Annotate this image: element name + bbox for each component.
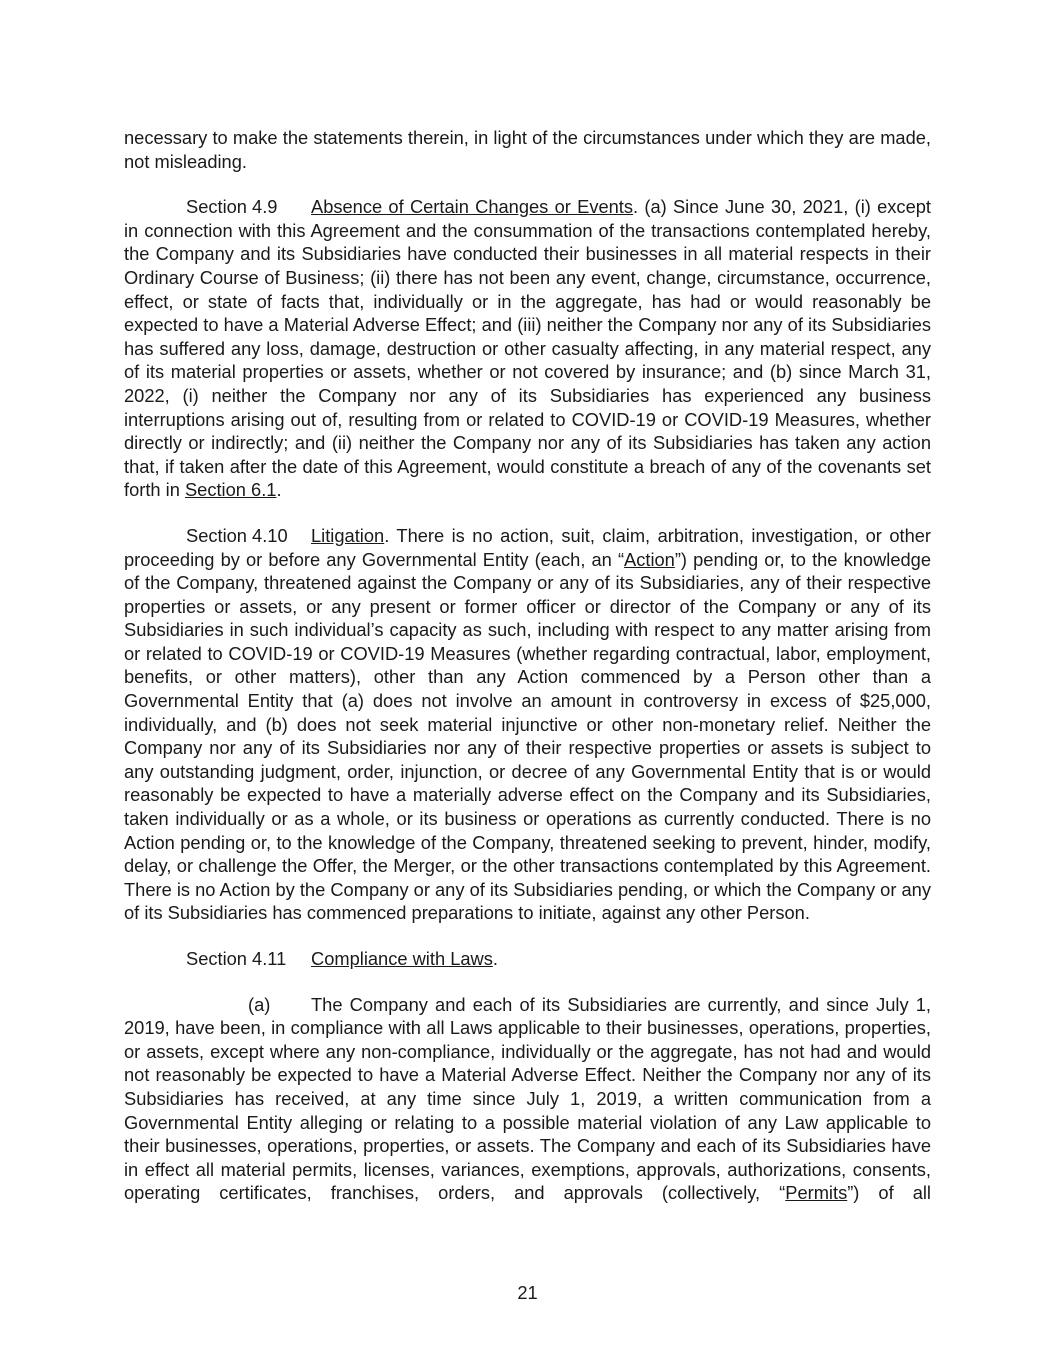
section-6-1-reference: Section 6.1 [184,479,277,501]
section-4-10-title: Litigation [311,524,385,546]
section-4-11-number: Section 4.11 [186,948,287,969]
section-4-10-body-a: . There is no action, suit, claim, arbitration, investigation, or other proceeding by or before any Governmental Entity (each, an “ [124,524,931,570]
section-4-10-paragraph [124,524,931,925]
section-4-9-body: . (a) Since June 30, 2021, (i) except in connection with this Agreement and the consummation of the transactions contemplated hereby, the Company and its Subsidiaries have conducted their businesses in all material respects in their Ordinary Course of Business; (ii) there has not been any event, change, circumstance, occurrence, effect, or state of facts that, individually or in the aggregate, has had or would reasonably be expected to have a Material Adverse Effect; and (iii) neither the Company nor any of its Subsidiaries has suffered any loss, damage, destruction or other casualty affecting, in any material respect, any of its material properties or assets, whether or not covered by insurance; and (b) since March 31, 2022, (i) neither the Company nor any of its Subsidiaries has experienced any business interruptions arising out of, resulting from or related to COVID-19 or COVID-19 Measures, whether directly or indirectly; and (ii) neither the Company nor any of its Subsidiaries has taken any action that, if taken after the date of this Agreement, would constitute a breach of any of the covenants set forth in [124,196,931,501]
continuation-paragraph [124,126,931,173]
section-4-11-title: Compliance with Laws [311,948,493,969]
action-defined-term: Action [624,548,675,570]
section-4-10-body-b: ”) pending or, to the knowledge of the Company, threatened against the Company or any of its Subsidiaries, any of their respective properties or assets, or any present or former officer or director of the Company or any of its Subsidiaries in such individual’s capacity as such, including with respect to any matter arising from or related to COVID-19 or COVID-19 Measures (whether regarding contractual, labor, employment, benefits, or other matters), other than any Action commenced by a Person other than a Governmental Entity that (a) does not involve an amount in controversy in excess of $25,000, individually, and (b) does not seek material injunctive or other non-monetary relief. Neither the Company nor any of its Subsidiaries nor any of their respective properties or assets is subject to any outstanding judgment, order, injunction, or decree of any Governmental Entity that is or would reasonably be expected to have a materially adverse effect on the Company and its Subsidiaries, taken individually or as a whole, or its business or operations as currently conducted. There is no Action pending or, to the knowledge of the Company, threatened seeking to prevent, hinder, modify, delay, or challenge the Offer, the Merger, or the other transactions contemplated by this Agreement. There is no Action by the Company or any of its Subsidiaries pending, or which the Company or any of its Subsidiaries has commenced preparations to initiate, against any other Person. [124,548,931,924]
continuation-text: necessary to make the statements therein, in light of the circumstances under which they are made, not misleading. [124,127,931,172]
section-4-11-end: . [492,948,498,969]
section-4-9-number: Section 4.9 [186,196,278,218]
document-page [124,126,931,1205]
subsection-a-label: (a) [248,993,271,1015]
section-4-9-title: Absence of Certain Changes or Events [311,196,634,218]
permits-defined-term: Permits [785,1182,848,1204]
page-number: 21 [517,1282,538,1303]
section-4-9-paragraph [124,195,931,502]
section-4-9-end: . [276,479,282,501]
subsection-a-body-b: ”) of all [847,1182,931,1204]
section-4-11-heading [124,947,931,971]
subsection-a-body-a: The Company and each of its Subsidiaries are currently, and since July 1, 2019, have been, in compliance with all Laws applicable to their businesses, operations, properties, or assets, except where any non-compliance, individually or the aggregate, has not had and would not reasonably be expected to have a Material Adverse Effect. Neither the Company nor any of its Subsidiaries has received, at any time since July 1, 2019, a written communication from a Governmental Entity alleging or relating to a possible material violation of any Law applicable to their businesses, operations, properties, or assets. The Company and each of its Subsidiaries have in effect all material permits, licenses, variances, exemptions, approvals, authorizations, consents, operating certificates, franchises, orders, and approvals (collectively, “ [124,993,931,1204]
section-4-10-number: Section 4.10 [186,524,288,546]
section-4-11-a-paragraph [124,993,931,1205]
